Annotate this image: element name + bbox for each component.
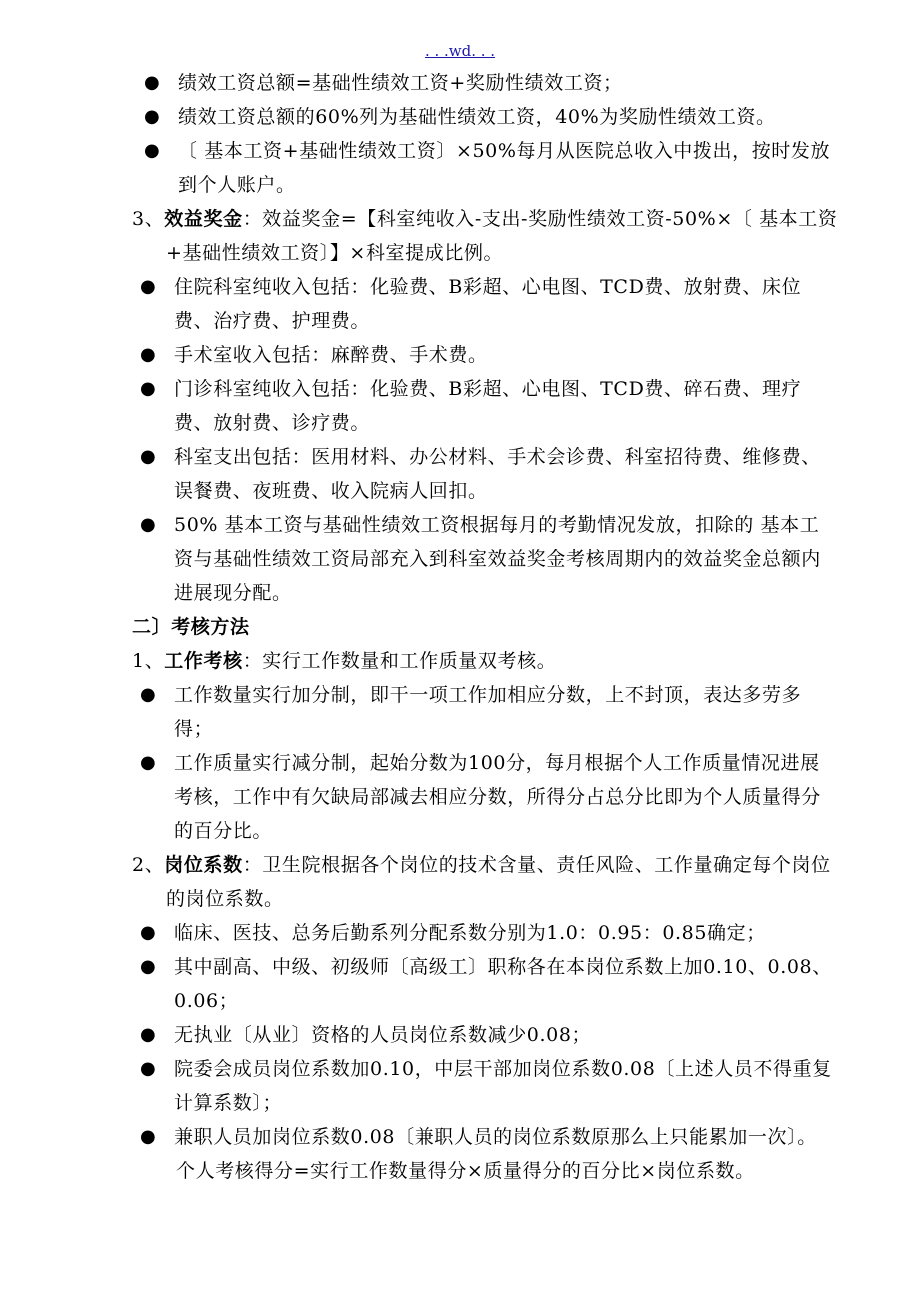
bullet-item: ● 科室支出包括：医用材料、办公材料、手术会诊费、科室招待费、维修费、误餐费、夜班费、收入院病人回扣。 (140, 440, 838, 508)
bullet-item: ● 住院科室纯收入包括：化验费、B彩超、心电图、TCD费、放射费、床位费、治疗费、护理费。 (140, 270, 838, 338)
bullet-icon: ● (144, 72, 161, 93)
bullet-icon: ● (140, 446, 157, 467)
bullet-icon: ● (140, 276, 157, 297)
bullet-icon: ● (140, 378, 157, 399)
formula-line: 个人考核得分=实行工作数量得分×质量得分的百分比×岗位系数。 (176, 1160, 755, 1182)
numbered-item: 2、岗位系数：卫生院根据各个岗位的技术含量、责任风险、工作量确定每个岗位的岗位系数。 (132, 854, 831, 910)
bullet-icon: ● (140, 752, 157, 773)
bullet-icon: ● (140, 684, 157, 705)
bullet-icon: ● (140, 1126, 157, 1147)
document-body (132, 66, 838, 1188)
bullet-item: ● 无执业〔从业〕资格的人员岗位系数减少0.08； (140, 1018, 838, 1052)
page-header: . . .wd. . . (424, 42, 496, 60)
bullet-item: ● 50% 基本工资与基础性绩效工资根据每月的考勤情况发放，扣除的 基本工资与基础性绩效工资局部充入到科室效益奖金考核周期内的效益奖金总额内进展现分配。 (140, 508, 838, 610)
bullet-item: ● 其中副高、中级、初级师〔高级工〕职称各在本岗位系数上加0.10、0.08、0.06； (140, 950, 838, 1018)
bullet-icon: ● (140, 956, 157, 977)
bullet-icon: ● (140, 1024, 157, 1045)
numbered-item: 3、效益奖金：效益奖金=【科室纯收入-支出-奖励性绩效工资-50%×〔 基本工资+基础性绩效工资〕】×科室提成比例。 (132, 208, 838, 264)
bullet-item: ● 工作质量实行减分制，起始分数为100分，每月根据个人工作质量情况进展考核，工作中有欠缺局部减去相应分数，所得分占总分比即为个人质量得分的百分比。 (140, 746, 838, 848)
bullet-item: ● 手术室收入包括：麻醉费、手术费。 (140, 338, 838, 372)
bullet-item: ● 工作数量实行加分制，即干一项工作加相应分数，上不封顶，表达多劳多得； (140, 678, 838, 746)
bullet-item: ● 兼职人员加岗位系数0.08〔兼职人员的岗位系数原那么上只能累加一次〕。 (140, 1120, 838, 1154)
bullet-item: ● 绩效工资总额=基础性绩效工资+奖励性绩效工资； (144, 66, 838, 100)
bullet-icon: ● (144, 140, 161, 161)
bullet-icon: ● (140, 344, 157, 365)
bullet-item: ● 〔 基本工资+基础性绩效工资〕×50%每月从医院总收入中拨出，按时发放到个人账户。 (144, 134, 838, 202)
bullet-icon: ● (140, 1058, 157, 1079)
bullet-icon: ● (140, 922, 157, 943)
numbered-item: 1、工作考核：实行工作数量和工作质量双考核。 (132, 650, 557, 672)
section-heading: 二〕考核方法 (132, 616, 250, 638)
bullet-item: ● 临床、医技、总务后勤系列分配系数分别为1.0：0.95：0.85确定； (140, 916, 838, 950)
bullet-item: ● 院委会成员岗位系数加0.10，中层干部加岗位系数0.08〔上述人员不得重复计算系数〕； (140, 1052, 838, 1120)
bullet-icon: ● (140, 514, 157, 535)
bullet-icon: ● (144, 106, 161, 127)
bullet-item: ● 门诊科室纯收入包括：化验费、B彩超、心电图、TCD费、碎石费、理疗费、放射费、诊疗费。 (140, 372, 838, 440)
bullet-item: ● 绩效工资总额的60%列为基础性绩效工资，40%为奖励性绩效工资。 (144, 100, 838, 134)
